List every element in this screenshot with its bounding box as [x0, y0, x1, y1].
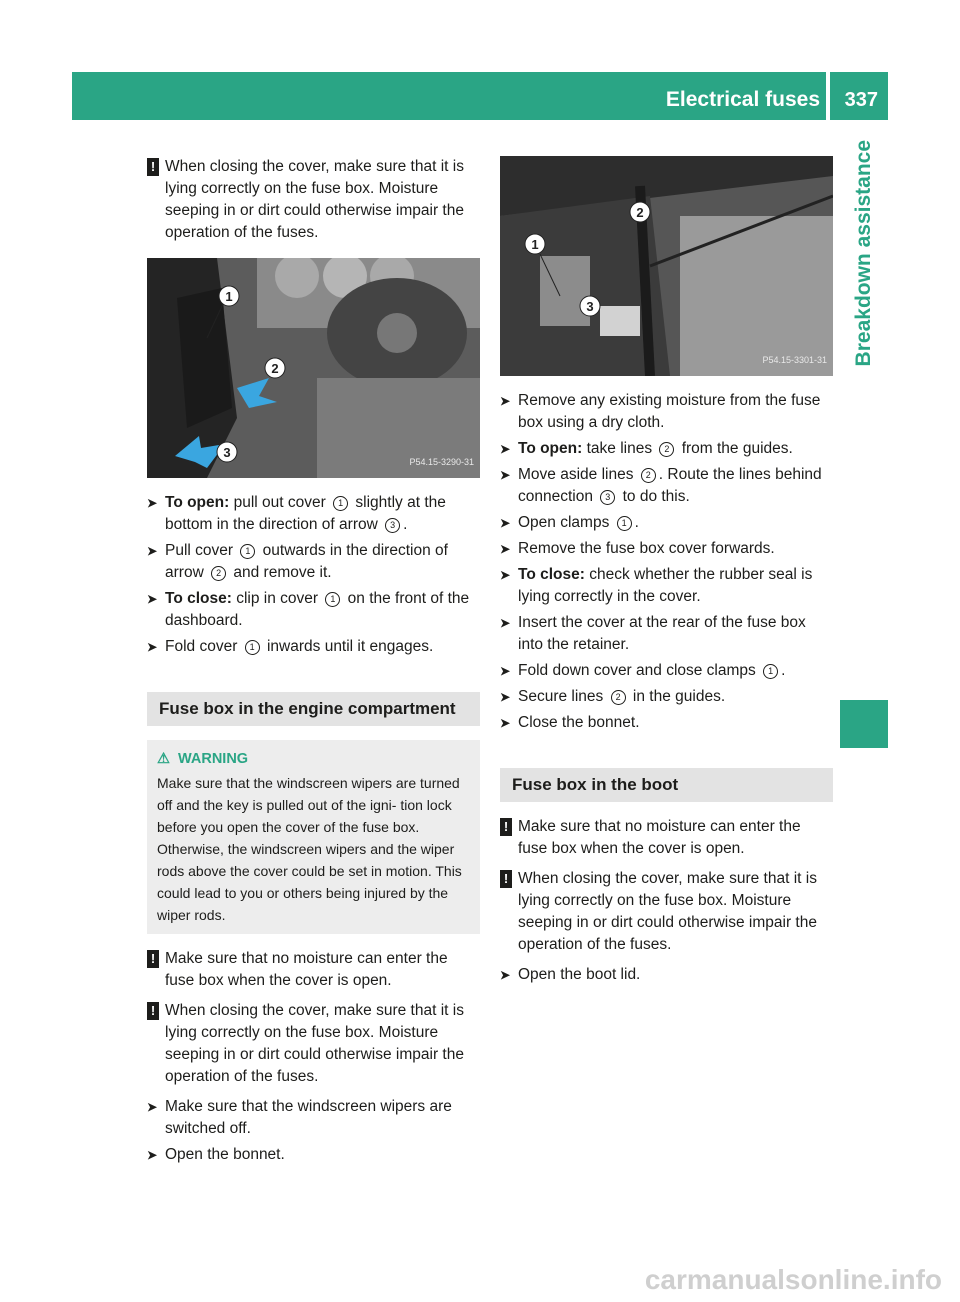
svg-text:1: 1 — [531, 237, 539, 252]
caution-note — [147, 156, 480, 244]
instruction-step: ➤ Pull cover 1 outwards in the direction of arrow 2 and remove it. — [147, 542, 448, 581]
instruction-step: ➤ Make sure that the windscreen wipers are switched off. — [147, 1098, 452, 1137]
callout-ref-1: 1 — [240, 544, 255, 559]
side-tab — [840, 140, 888, 720]
callout-2 — [630, 202, 650, 222]
instruction-step: ➤ Open clamps 1 . — [500, 512, 833, 534]
step-arrow-icon: ➤ — [500, 968, 511, 982]
page-number: 337 — [844, 89, 878, 111]
svg-text:2: 2 — [636, 205, 644, 220]
left-steps-list — [147, 492, 480, 658]
warning-triangle-icon: ⚠ — [157, 751, 170, 767]
callout-ref-2: 2 — [211, 566, 226, 581]
page-header — [72, 72, 888, 120]
step-arrow-icon: ➤ — [147, 640, 158, 654]
caution-icon: ! — [147, 1002, 159, 1020]
instruction-step: ➤ Fold cover 1 inwards until it engages. — [147, 636, 480, 658]
caution-note — [147, 1000, 480, 1088]
step-arrow-icon: ➤ — [147, 496, 158, 510]
right-column — [500, 156, 833, 990]
svg-text:1: 1 — [225, 289, 233, 304]
caution-text: When closing the cover, make sure that it is lying correctly on the fuse box. Moisture seeping in or dirt could otherwise impair the operation of the fuses. — [165, 1002, 464, 1085]
engine-fuse-box-photo — [500, 156, 833, 376]
step-arrow-icon: ➤ — [500, 716, 511, 730]
caution-icon: ! — [147, 950, 159, 968]
step-arrow-icon: ➤ — [500, 468, 511, 482]
step-arrow-icon: ➤ — [147, 544, 158, 558]
callout-ref-1: 1 — [245, 640, 260, 655]
step-arrow-icon: ➤ — [500, 516, 511, 530]
caution-icon: ! — [147, 158, 159, 176]
instruction-step: ➤ Close the bonnet. — [500, 712, 833, 734]
callout-2 — [265, 358, 285, 378]
svg-text:3: 3 — [223, 445, 231, 460]
step-arrow-icon: ➤ — [147, 592, 158, 606]
instruction-step: ➤ Move aside lines 2 . Route the lines behind connection 3 to do this. — [500, 466, 822, 505]
svg-text:3: 3 — [586, 299, 594, 314]
instruction-step: ➤ To open: pull out cover 1 slightly at the bottom in the direction of arrow 3 . — [147, 494, 446, 533]
callout-ref-2: 2 — [611, 690, 626, 705]
step-arrow-icon: ➤ — [147, 1100, 158, 1114]
step-keyword: To open: — [518, 440, 583, 457]
header-separator — [826, 72, 830, 120]
instruction-step: ➤ To close: check whether the rubber seal is lying correctly in the cover. — [500, 566, 813, 605]
instruction-step: ➤ To close: clip in cover 1 on the front of the dashboard. — [147, 590, 470, 629]
section-heading-engine: Fuse box in the engine compartment — [147, 692, 480, 726]
caution-note — [147, 948, 480, 992]
instruction-step: ➤ Open the bonnet. — [147, 1144, 480, 1166]
caution-icon: ! — [500, 818, 512, 836]
warning-text: Make sure that the windscreen wipers are turned off and the key is pulled out of the igni- tion lock before you open the cover of the fuse box. Otherwise, the windscreen wipers and the wiper rods above the cover could be set in motion. This could lead to you or others being injured by the wiper rods. — [157, 775, 462, 923]
step-arrow-icon: ➤ — [500, 568, 511, 582]
callout-ref-3: 3 — [385, 518, 400, 533]
step-arrow-icon: ➤ — [500, 616, 511, 630]
caution-text: Make sure that no moisture can enter the fuse box when the cover is open. — [165, 950, 448, 989]
warning-box — [147, 740, 480, 934]
watermark: carmanualsonline.info — [644, 1264, 942, 1295]
caution-icon: ! — [500, 870, 512, 888]
side-tab-label: Breakdown assistance — [852, 140, 875, 367]
callout-3 — [580, 296, 600, 316]
step-keyword: To close: — [165, 590, 232, 607]
section-heading-boot: Fuse box in the boot — [500, 768, 833, 802]
instruction-step: ➤ Insert the cover at the rear of the fuse box into the retainer. — [500, 614, 806, 653]
caution-text: When closing the cover, make sure that it is lying correctly on the fuse box. Moisture seeping in or dirt could otherwise impair the operation of the fuses. — [518, 870, 817, 953]
step-keyword: To close: — [518, 566, 585, 583]
instruction-step: ➤ Open the boot lid. — [500, 964, 833, 986]
step-arrow-icon: ➤ — [500, 542, 511, 556]
warning-title: ⚠ WARNING — [157, 748, 470, 770]
side-tab-marker — [840, 700, 888, 748]
step-arrow-icon: ➤ — [500, 394, 511, 408]
right-steps-list — [500, 390, 833, 734]
caution-text: Make sure that no moisture can enter the fuse box when the cover is open. — [518, 818, 801, 857]
caution-text: When closing the cover, make sure that it is lying correctly on the fuse box. Moisture seeping in or dirt could otherwise impair the operation of the fuses. — [165, 158, 464, 241]
step-keyword: To open: — [165, 494, 230, 511]
step-arrow-icon: ➤ — [500, 690, 511, 704]
callout-ref-1: 1 — [333, 496, 348, 511]
step-arrow-icon: ➤ — [500, 664, 511, 678]
step-arrow-icon: ➤ — [500, 442, 511, 456]
chapter-title: Electrical fuses — [665, 88, 820, 111]
callout-ref-1: 1 — [325, 592, 340, 607]
callout-ref-2: 2 — [659, 442, 674, 457]
left-column — [147, 156, 480, 1170]
callout-ref-1: 1 — [763, 664, 778, 679]
callout-ref-1: 1 — [617, 516, 632, 531]
callout-ref-3: 3 — [600, 490, 615, 505]
dashboard-cover-photo — [147, 258, 480, 478]
caution-note — [500, 868, 833, 956]
instruction-step: ➤ Remove any existing moisture from the fuse box using a dry cloth. — [500, 392, 821, 431]
instruction-step: ➤ Remove the fuse box cover forwards. — [500, 538, 833, 560]
callout-3 — [217, 442, 237, 462]
step-arrow-icon: ➤ — [147, 1148, 158, 1162]
instruction-step: ➤ Fold down cover and close clamps 1 . — [500, 660, 833, 682]
instruction-step: ➤ To open: take lines 2 from the guides. — [500, 438, 833, 460]
image-code: P54.15-3290-31 — [409, 457, 474, 467]
svg-text:2: 2 — [271, 361, 279, 376]
instruction-step: ➤ Secure lines 2 in the guides. — [500, 686, 833, 708]
caution-note — [500, 816, 833, 860]
callout-ref-2: 2 — [641, 468, 656, 483]
image-code: P54.15-3301-31 — [762, 355, 827, 365]
